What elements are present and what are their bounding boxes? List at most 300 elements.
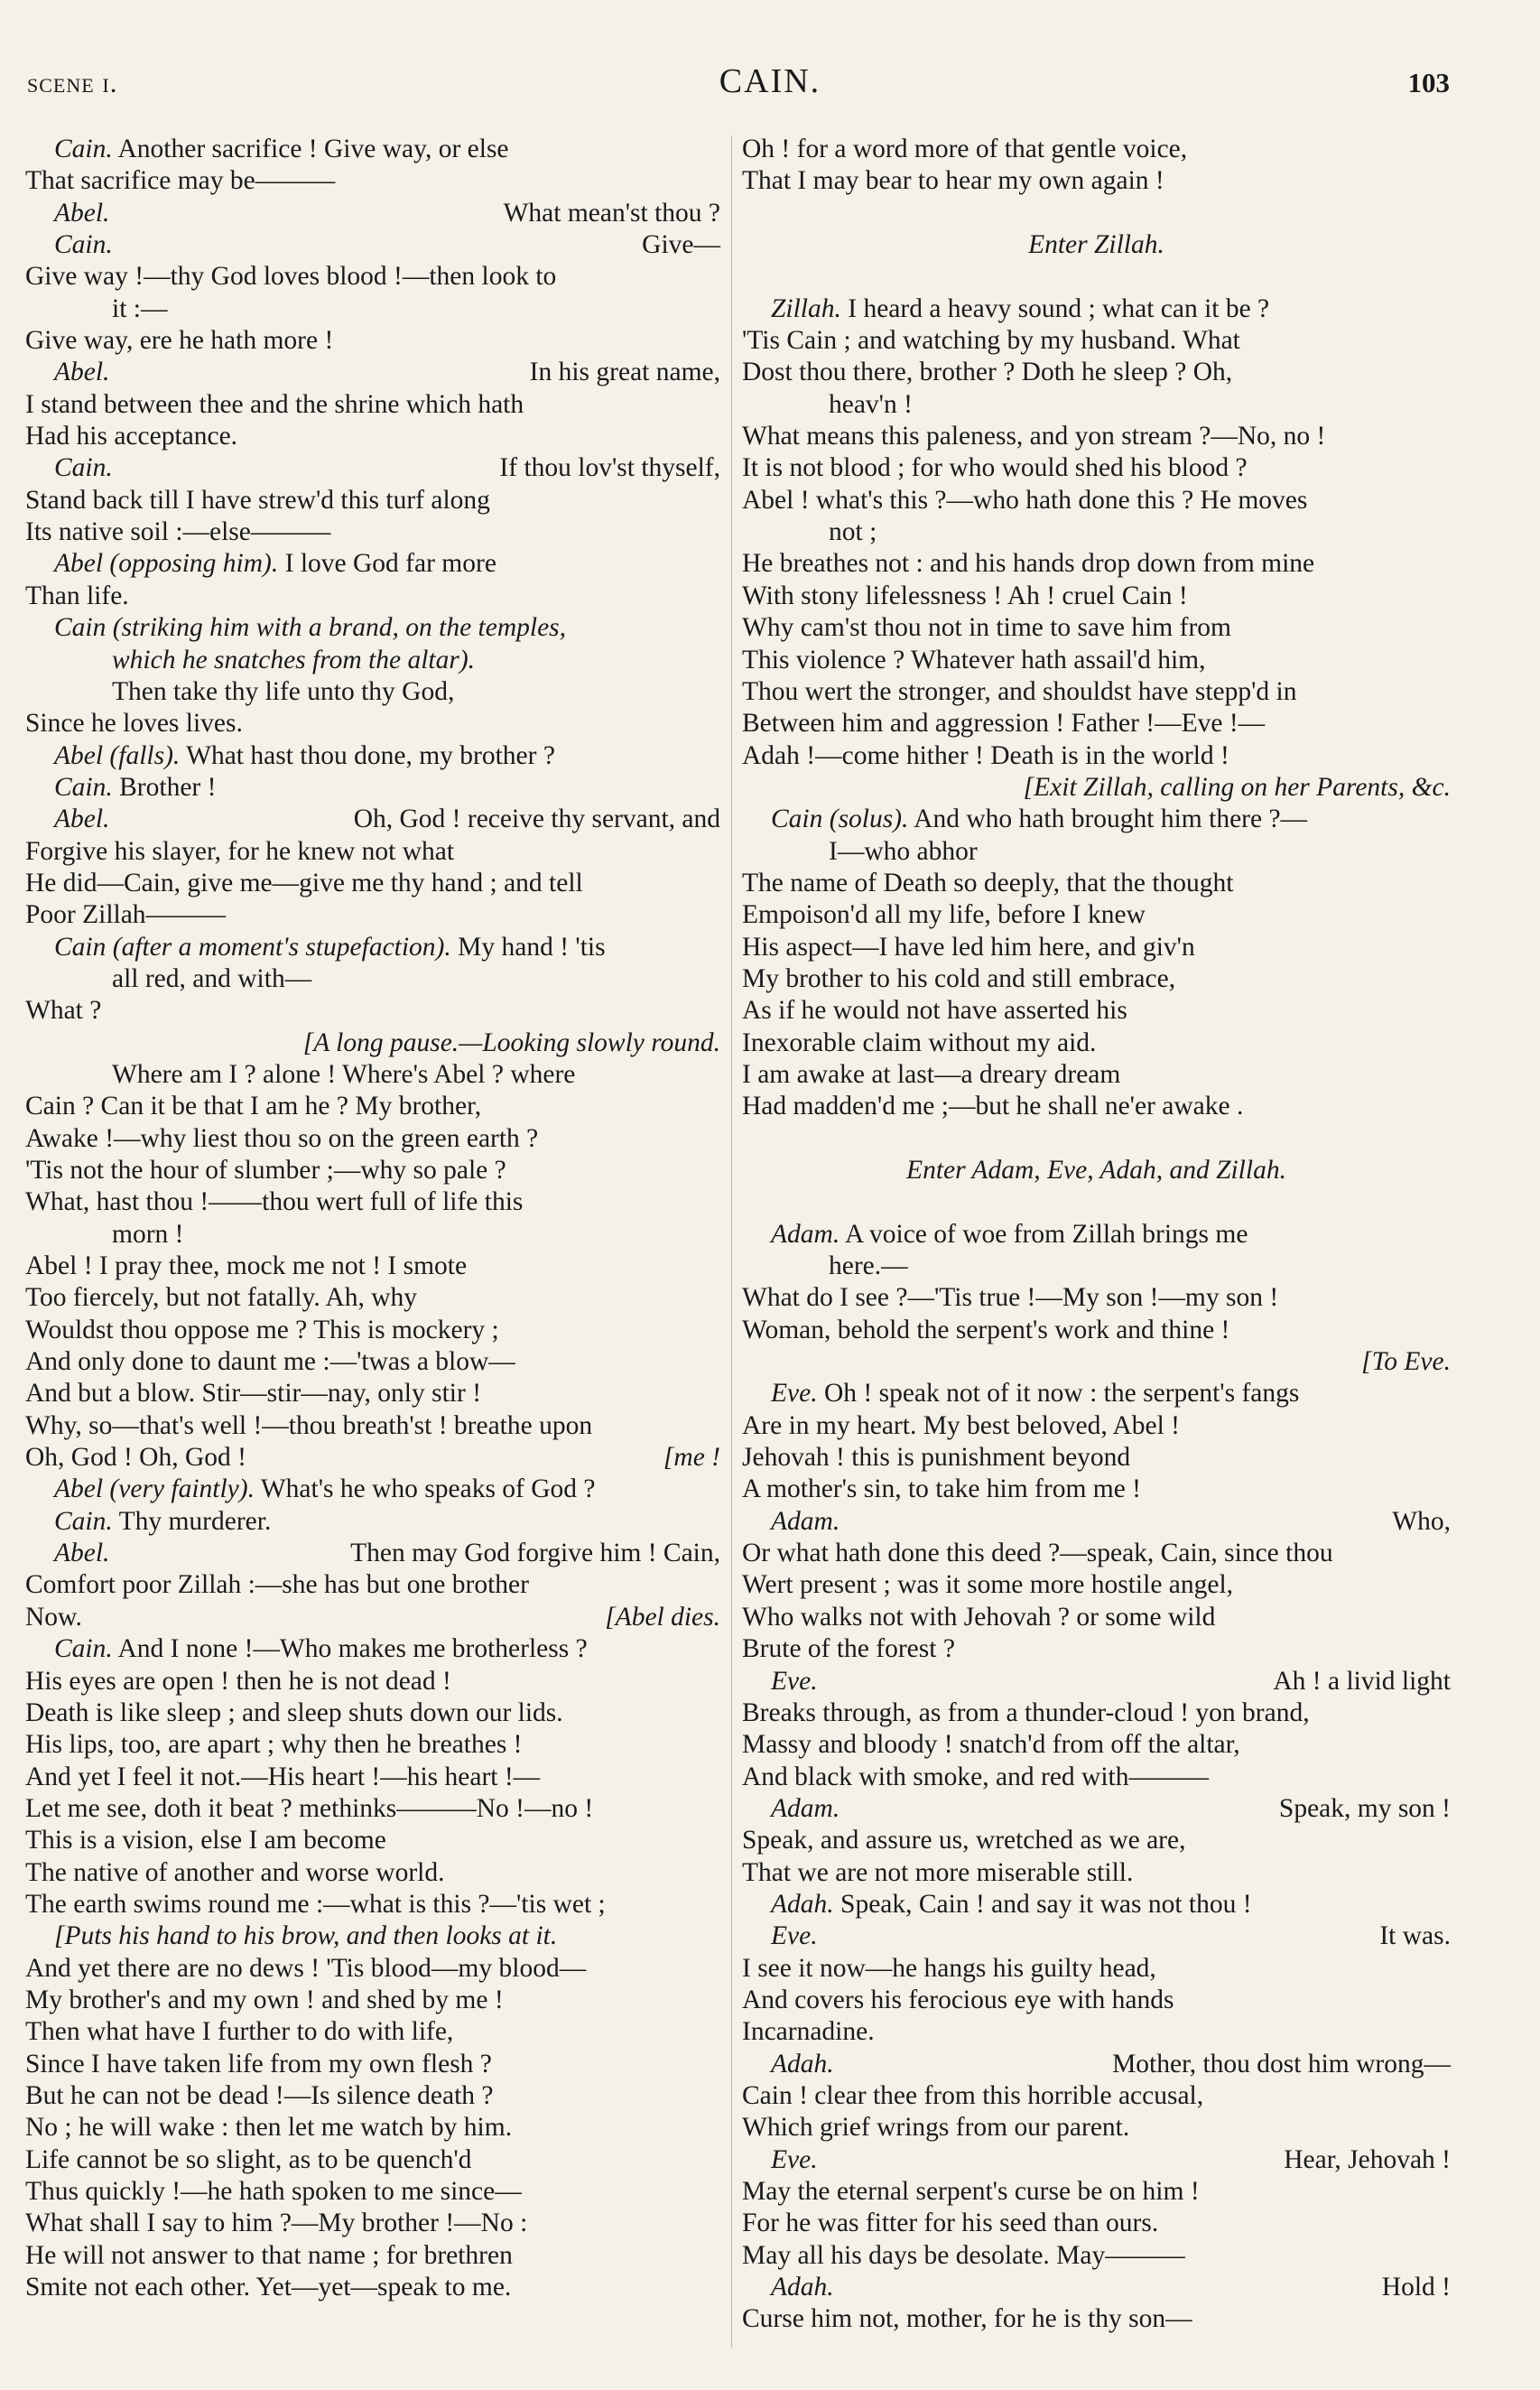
verse-line <box>742 165 1451 197</box>
verse-line <box>742 612 1451 644</box>
verse-line <box>742 581 1451 612</box>
line-text: The name of Death so deeply, that the thought <box>742 868 1234 897</box>
line-text: It is not blood ; for who would shed his blood ? <box>742 453 1248 483</box>
line-text: here.— <box>829 1251 908 1281</box>
speaker-name: Adam. <box>771 1219 840 1249</box>
line-text: The earth swims round me :—what is this ?—'tis wet ; <box>25 1889 606 1919</box>
page-number: 103 <box>1407 67 1450 98</box>
line-text: Now. <box>25 1602 82 1632</box>
verse-line <box>742 421 1451 452</box>
line-lead <box>771 1793 840 1825</box>
line-text: Abel ! I pray thee, mock me not ! I smote <box>25 1251 468 1281</box>
verse-line <box>25 548 720 580</box>
line-tail: Give— <box>642 230 720 260</box>
verse-line <box>25 740 720 772</box>
verse-line <box>742 516 1451 548</box>
verse-line <box>742 1697 1451 1729</box>
line-tail: It was. <box>1379 1921 1451 1951</box>
verse-line <box>25 1697 720 1729</box>
verse-line <box>25 1889 720 1920</box>
verse-line <box>742 229 1451 261</box>
line-text: This violence ? Whatever hath assail'd him, <box>742 645 1206 674</box>
verse-line <box>742 1538 1451 1569</box>
line-lead <box>771 2144 818 2176</box>
verse-line <box>742 836 1451 868</box>
stage-direction: [Puts his hand to his brow, and then looks at it. <box>54 1921 558 1951</box>
line-text: Let me see, doth it beat ? methinks———No !—no ! <box>25 1793 594 1823</box>
verse-line <box>25 134 720 165</box>
line-text: Since he loves lives. <box>25 709 243 739</box>
verse-line <box>25 1666 720 1697</box>
verse-line <box>25 995 720 1027</box>
verse-line <box>25 1920 720 1952</box>
verse-line <box>742 963 1451 995</box>
verse-line <box>742 1825 1451 1856</box>
line-lead <box>54 229 113 261</box>
line-lead <box>54 1538 109 1569</box>
line-text: heav'n ! <box>829 389 913 419</box>
line-text: May the eternal serpent's curse be on him ! <box>742 2177 1200 2206</box>
verse-line <box>25 1346 720 1378</box>
line-lead <box>54 198 109 229</box>
verse-line <box>25 804 720 835</box>
line-lead <box>25 1442 246 1474</box>
speaker-name: Eve. <box>771 1921 818 1951</box>
verse-line <box>742 1410 1451 1442</box>
verse-line <box>25 1251 720 1282</box>
verse-line <box>25 229 720 261</box>
line-text: Comfort poor Zillah :—she has but one brother <box>25 1570 529 1600</box>
verse-line <box>25 1186 720 1218</box>
verse-line <box>25 1793 720 1825</box>
line-text: Too fiercely, but not fatally. Ah, why <box>25 1283 418 1313</box>
verse-line <box>742 357 1451 388</box>
speaker-name: Cain (after a moment's stupefaction). <box>54 932 451 962</box>
verse-line <box>742 1569 1451 1601</box>
line-text: Jehovah ! this is punishment beyond <box>742 1443 1131 1473</box>
speaker-name: Adam. <box>771 1506 840 1536</box>
speaker-name: Abel (falls). <box>54 740 181 770</box>
line-text: Oh ! speak not of it now : the serpent's fangs <box>817 1379 1300 1409</box>
verse-line <box>25 2049 720 2080</box>
verse-line <box>25 1953 720 1985</box>
line-text: He will not answer to that name ; for brethren <box>25 2240 513 2270</box>
speaker-name: Abel. <box>54 198 110 228</box>
line-text: Had madden'd me ;—but he shall ne'er awake . <box>742 1092 1244 1121</box>
verse-line <box>742 325 1451 357</box>
line-text: His aspect—I have led him here, and giv'n <box>742 932 1195 962</box>
line-lead <box>771 1506 840 1538</box>
verse-line <box>25 293 720 325</box>
line-text: Inexorable claim without my aid. <box>742 1028 1097 1057</box>
line-text: Breaks through, as from a thunder-cloud ! yon brand, <box>742 1697 1310 1727</box>
verse-line <box>25 165 720 197</box>
line-tail: Speak, my son ! <box>1278 1793 1451 1823</box>
line-text: Which grief wrings from our parent. <box>742 2113 1130 2143</box>
line-text: What do I see ?—'Tis true !—My son !—my son ! <box>742 1283 1279 1313</box>
speaker-name: Cain (striking him with a brand, on the temples, <box>54 613 567 643</box>
line-text: He did—Cain, give me—give me thy hand ; and tell <box>25 868 583 897</box>
line-text: Or what hath done this deed ?—speak, Cain, since thou <box>742 1539 1333 1568</box>
verse-line <box>742 740 1451 772</box>
line-text: I am awake at last—a dreary dream <box>742 1059 1121 1089</box>
verse-line <box>742 134 1451 165</box>
verse-line <box>25 1091 720 1122</box>
verse-line <box>25 2272 720 2303</box>
verse-line <box>742 1666 1451 1697</box>
verse-line <box>25 676 720 708</box>
line-text: And only done to daunt me :—'twas a blow— <box>25 1347 515 1377</box>
verse-line <box>742 485 1451 516</box>
verse-line <box>742 198 1451 229</box>
line-text: Brother ! <box>112 772 217 802</box>
verse-line <box>742 676 1451 708</box>
speaker-name: Adam. <box>771 1793 840 1823</box>
verse-line <box>742 1857 1451 1889</box>
line-text: But he can not be dead !—Is silence death ? <box>25 2080 494 2110</box>
verse-line <box>25 1633 720 1665</box>
verse-line <box>25 1538 720 1569</box>
verse-line <box>742 452 1451 484</box>
line-text: Forgive his slayer, for he knew not what <box>25 836 455 866</box>
verse-line <box>25 1857 720 1889</box>
verse-line <box>742 1378 1451 1409</box>
line-text: His lips, too, are apart ; why then he breathes ! <box>25 1730 523 1760</box>
speaker-name: Cain. <box>54 1506 113 1536</box>
line-tail: Mother, thou dost him wrong— <box>1112 2049 1451 2078</box>
line-lead <box>54 357 109 388</box>
verse-line <box>25 261 720 293</box>
verse-line <box>25 963 720 995</box>
verse-line <box>25 2208 720 2239</box>
line-tail: Then may God forgive him ! Cain, <box>350 1539 720 1568</box>
verse-line <box>25 2176 720 2208</box>
verse-line <box>25 1219 720 1251</box>
verse-line <box>742 2176 1451 2208</box>
line-text: Between him and aggression ! Father !—Eve !— <box>742 709 1266 739</box>
verse-line <box>742 1028 1451 1059</box>
line-text: I—who abhor <box>829 836 978 866</box>
line-text: all red, and with— <box>112 963 312 993</box>
verse-line <box>742 899 1451 931</box>
verse-line <box>742 772 1451 804</box>
line-text: And yet there are no dews ! 'Tis blood—my blood— <box>25 1953 587 1983</box>
line-text: 'Tis Cain ; and watching by my husband. What <box>742 326 1240 356</box>
line-text: Why cam'st thou not in time to save him from <box>742 613 1231 643</box>
line-text: Dost thou there, brother ? Doth he sleep ? Oh, <box>742 358 1233 387</box>
verse-line <box>742 1091 1451 1122</box>
verse-line <box>25 1315 720 1346</box>
verse-line <box>742 2049 1451 2080</box>
verse-line <box>25 1762 720 1793</box>
verse-line <box>742 1889 1451 1920</box>
line-text: I heard a heavy sound ; what can it be ? <box>840 293 1270 323</box>
verse-line <box>742 932 1451 963</box>
verse-line <box>742 1315 1451 1346</box>
line-lead <box>771 1666 818 1697</box>
speaker-name: Eve. <box>771 2144 818 2174</box>
stage-direction: Enter Adam, Eve, Adah, and Zillah. <box>906 1156 1286 1185</box>
verse-line <box>742 2272 1451 2303</box>
line-text: Thy murderer. <box>112 1506 272 1536</box>
verse-line <box>742 1729 1451 1761</box>
speaker-name: Abel. <box>54 1539 110 1568</box>
line-text: not ; <box>829 517 877 547</box>
speaker-name: Eve. <box>771 1379 818 1409</box>
column-divider <box>731 135 732 2348</box>
verse-line <box>742 2112 1451 2144</box>
line-text: Awake !—why liest thou so on the green earth ? <box>25 1123 539 1153</box>
line-text: And I none !—Who makes me brotherless ? <box>112 1634 588 1664</box>
verse-line <box>742 1346 1451 1378</box>
line-text: Incarnadine. <box>742 2017 875 2047</box>
verse-line <box>25 2016 720 2048</box>
verse-line <box>25 1825 720 1856</box>
verse-line <box>742 1251 1451 1282</box>
line-text: 'Tis not the hour of slumber ;—why so pale ? <box>25 1156 506 1185</box>
verse-line <box>25 708 720 739</box>
verse-line <box>742 1602 1451 1633</box>
speaker-name: Abel. <box>54 804 110 834</box>
line-tail: What mean'st thou ? <box>503 198 720 228</box>
line-text: The native of another and worse world. <box>25 1857 445 1887</box>
verse-line <box>25 612 720 644</box>
line-lead <box>771 1920 818 1952</box>
verse-line <box>25 2112 720 2144</box>
verse-line <box>25 1985 720 2016</box>
verse-line <box>25 1474 720 1505</box>
line-text: I love God far more <box>278 549 496 579</box>
speaker-name: Cain. <box>54 1634 113 1664</box>
line-text: Cain ? Can it be that I am he ? My brother, <box>25 1092 482 1121</box>
line-tail: [Abel dies. <box>605 1602 720 1632</box>
speaker-name: Cain. <box>54 230 113 260</box>
verse-line <box>25 452 720 484</box>
verse-line <box>742 1633 1451 1665</box>
left-column <box>25 134 720 2303</box>
line-text: And but a blow. Stir—stir—nay, only stir ! <box>25 1379 482 1409</box>
stage-direction: which he snatches from the altar). <box>112 645 476 674</box>
line-text: What ? <box>25 996 102 1026</box>
line-text: Speak, and assure us, wretched as we are, <box>742 1826 1186 1855</box>
verse-line <box>742 293 1451 325</box>
line-tail: Ah ! a livid light <box>1273 1666 1451 1696</box>
line-text: No ; he will wake : then let me watch by him. <box>25 2113 513 2143</box>
line-text: That sacrifice may be——— <box>25 166 336 196</box>
line-text: That we are not more miserable still. <box>742 1857 1134 1887</box>
line-text: Than life. <box>25 581 129 610</box>
verse-line <box>742 708 1451 739</box>
stage-direction: Enter Zillah. <box>1028 230 1164 260</box>
speaker-name: Abel (opposing him). <box>54 549 279 579</box>
verse-line <box>742 1953 1451 1985</box>
verse-line <box>742 1155 1451 1186</box>
verse-line <box>25 325 720 357</box>
line-text: Oh, God ! Oh, God ! <box>25 1443 246 1473</box>
line-text: Woman, behold the serpent's work and thine ! <box>742 1315 1230 1344</box>
verse-line <box>742 868 1451 899</box>
verse-line <box>742 548 1451 580</box>
line-tail: If thou lov'st thyself, <box>499 453 720 483</box>
line-text: Wouldst thou oppose me ? This is mockery ; <box>25 1315 499 1344</box>
speaker-name: Zillah. <box>771 293 841 323</box>
verse-line <box>742 2080 1451 2112</box>
verse-line <box>25 1602 720 1633</box>
verse-line <box>25 899 720 931</box>
line-text: Then what have I further to do with life, <box>25 2017 454 2047</box>
line-text: What hast thou done, my brother ? <box>180 740 555 770</box>
verse-line <box>742 2303 1451 2335</box>
line-lead <box>54 452 113 484</box>
line-text: Massy and bloody ! snatch'd from off the altar, <box>742 1730 1240 1760</box>
speaker-name: Abel. <box>54 358 110 387</box>
line-text: Brute of the forest ? <box>742 1634 955 1664</box>
verse-line <box>25 357 720 388</box>
verse-line <box>25 1059 720 1091</box>
verse-line <box>742 1793 1451 1825</box>
line-text: Give way, ere he hath more ! <box>25 326 334 356</box>
line-text: Cain ! clear thee from this horrible accusal, <box>742 2080 1204 2110</box>
verse-line <box>25 1123 720 1155</box>
line-text: For he was fitter for his seed than ours. <box>742 2209 1159 2238</box>
running-head-title: CAIN. <box>719 62 821 100</box>
line-text: Had his acceptance. <box>25 422 238 451</box>
verse-line <box>742 389 1451 421</box>
line-text: Life cannot be so slight, as to be quench'd <box>25 2144 472 2174</box>
verse-line <box>25 485 720 516</box>
speaker-name: Cain. <box>54 772 113 802</box>
line-text: Stand back till I have strew'd this turf along <box>25 485 490 515</box>
verse-line <box>25 1569 720 1601</box>
line-lead <box>25 1602 82 1633</box>
verse-line <box>742 1442 1451 1474</box>
verse-line <box>25 836 720 868</box>
speaker-name: Cain. <box>54 453 113 483</box>
verse-line <box>25 389 720 421</box>
line-text: Thou wert the stronger, and shouldst have stepp'd in <box>742 676 1297 706</box>
verse-line <box>25 1506 720 1538</box>
verse-line <box>742 2016 1451 2048</box>
verse-line <box>742 2144 1451 2176</box>
line-text: My brother to his cold and still embrace, <box>742 963 1176 993</box>
verse-line <box>742 2240 1451 2272</box>
line-tail: In his great name, <box>529 358 720 387</box>
verse-line <box>25 2144 720 2176</box>
speaker-name: Cain. <box>54 135 113 163</box>
line-text: My hand ! 'tis <box>450 932 606 962</box>
verse-line <box>742 1762 1451 1793</box>
right-column <box>742 134 1451 2336</box>
line-text: Why, so—that's well !—thou breath'st ! breathe upon <box>25 1410 593 1440</box>
line-text: He breathes not : and his hands drop down from mine <box>742 549 1315 579</box>
line-text: And yet I feel it not.—His heart !—his heart !— <box>25 1762 541 1791</box>
stage-direction: [To Eve. <box>1361 1347 1451 1377</box>
line-tail: Who, <box>1392 1506 1451 1536</box>
verse-line <box>25 1410 720 1442</box>
speaker-name: Adah. <box>771 2273 834 2302</box>
line-text: Wert present ; was it some more hostile angel, <box>742 1570 1234 1600</box>
line-tail: Hear, Jehovah ! <box>1284 2144 1451 2174</box>
line-text: Adah !—come hither ! Death is in the world ! <box>742 740 1229 770</box>
verse-line <box>25 2080 720 2112</box>
line-text: Curse him not, mother, for he is thy son— <box>742 2304 1192 2334</box>
speaker-name: Abel (very faintly). <box>54 1474 255 1504</box>
line-text: A voice of woe from Zillah brings me <box>840 1219 1248 1249</box>
line-text: Abel ! what's this ?—who hath done this ? He moves <box>742 485 1308 515</box>
verse-line <box>742 1059 1451 1091</box>
verse-line <box>25 1282 720 1314</box>
line-text: With stony lifelessness ! Ah ! cruel Cain ! <box>742 581 1188 610</box>
line-text: Smite not each other. Yet—yet—speak to me. <box>25 2273 512 2302</box>
verse-line <box>742 1985 1451 2016</box>
verse-line <box>742 645 1451 676</box>
line-text: Another sacrifice ! Give way, or else <box>112 135 509 163</box>
line-text: A mother's sin, to take him from me ! <box>742 1474 1142 1504</box>
verse-line <box>742 1186 1451 1218</box>
line-text: Who walks not with Jehovah ? or some wild <box>742 1602 1216 1632</box>
line-text: Poor Zillah——— <box>25 900 227 930</box>
verse-line <box>25 645 720 676</box>
verse-line <box>742 1474 1451 1505</box>
verse-line <box>742 1219 1451 1251</box>
line-text: My brother's and my own ! and shed by me ! <box>25 1985 504 2014</box>
stage-direction: [Exit Zillah, calling on her Parents, &c. <box>1023 772 1451 802</box>
line-text: What means this paleness, and yon stream ?—No, no ! <box>742 422 1326 451</box>
verse-line <box>742 1282 1451 1314</box>
verse-line <box>25 516 720 548</box>
verse-line <box>742 2208 1451 2239</box>
line-text: And covers his ferocious eye with hands <box>742 1985 1174 2014</box>
line-text: As if he would not have asserted his <box>742 996 1127 1026</box>
verse-line <box>25 421 720 452</box>
line-text: I see it now—he hangs his guilty head, <box>742 1953 1156 1983</box>
verse-line <box>25 1155 720 1186</box>
verse-line <box>25 1028 720 1059</box>
verse-line <box>742 804 1451 835</box>
line-text: Its native soil :—else——— <box>25 517 331 547</box>
line-text: Death is like sleep ; and sleep shuts down our lids. <box>25 1697 563 1727</box>
line-text: Since I have taken life from my own flesh ? <box>25 2049 492 2078</box>
line-text: Speak, Cain ! and say it was not thou ! <box>833 1889 1252 1919</box>
line-text: Oh ! for a word more of that gentle voice, <box>742 135 1188 163</box>
verse-line <box>25 1378 720 1409</box>
line-text: Give way !—thy God loves blood !—then look to <box>25 262 557 292</box>
line-text: it :— <box>112 293 168 323</box>
line-tail: Hold ! <box>1381 2273 1451 2302</box>
line-text: What shall I say to him ?—My brother !—No : <box>25 2209 528 2238</box>
verse-line <box>742 1123 1451 1155</box>
line-text: May all his days be desolate. May——— <box>742 2240 1185 2270</box>
line-text: What, hast thou !——thou wert full of life this <box>25 1187 524 1217</box>
verse-line <box>25 2240 720 2272</box>
verse-line <box>25 932 720 963</box>
line-text: I stand between thee and the shrine which hath <box>25 389 524 419</box>
line-text: This is a vision, else I am become <box>25 1826 386 1855</box>
line-text: Empoison'd all my life, before I knew <box>742 900 1146 930</box>
speaker-name: Cain (solus). <box>771 804 909 834</box>
line-lead <box>771 2272 834 2303</box>
verse-line <box>25 1442 720 1474</box>
line-text: That I may bear to hear my own again ! <box>742 166 1164 196</box>
line-text: Where am I ? alone ! Where's Abel ? where <box>112 1059 576 1089</box>
line-text: And black with smoke, and red with——— <box>742 1762 1209 1791</box>
verse-line <box>25 198 720 229</box>
stage-direction: [A long pause.—Looking slowly round. <box>302 1028 720 1057</box>
line-text: Are in my heart. My best beloved, Abel ! <box>742 1410 1180 1440</box>
line-tail: [me ! <box>663 1443 720 1473</box>
running-head-scene: scene i. <box>27 67 118 98</box>
line-text: Thus quickly !—he hath spoken to me since— <box>25 2177 522 2206</box>
